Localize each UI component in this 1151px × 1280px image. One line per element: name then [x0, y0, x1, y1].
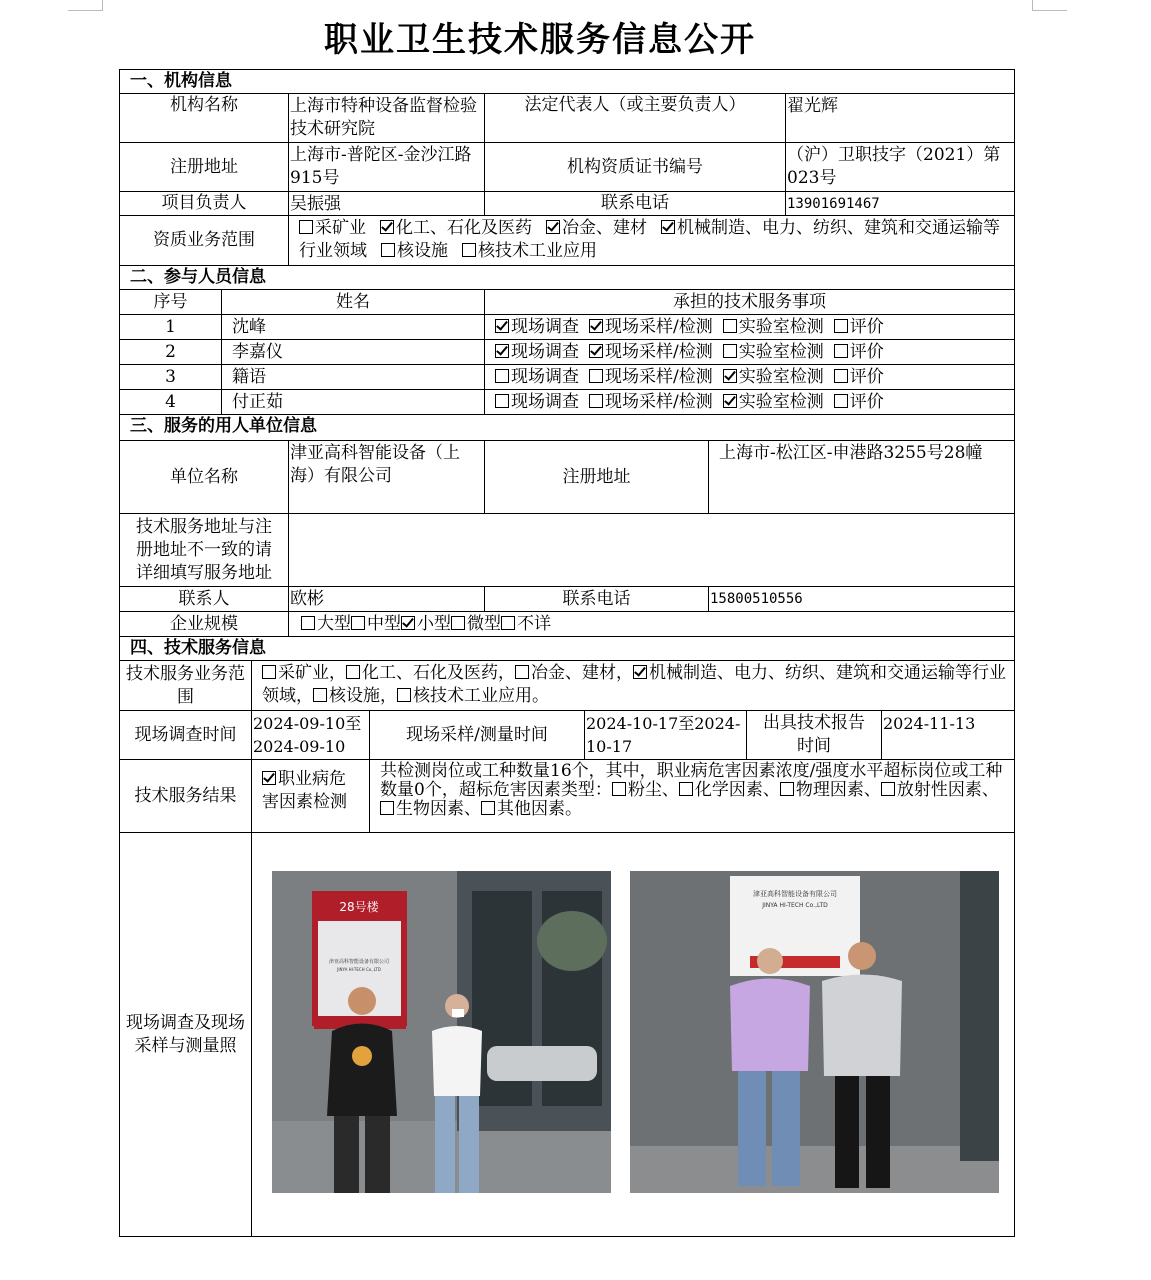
sampling-time: 2024-10-17至2024-10-17 — [584, 710, 747, 760]
hazard-option — [380, 799, 481, 819]
person-tasks — [484, 389, 1015, 415]
hazard-option-label: 其他因素。 — [497, 799, 582, 819]
service-addr — [288, 513, 1015, 587]
service-scope-checkbox[interactable] — [633, 665, 647, 679]
hazard-checkbox[interactable] — [881, 782, 895, 796]
qual-scope-option-label: 核设施 — [397, 241, 448, 261]
org-name: 上海市特种设备监督检验技术研究院 — [288, 93, 485, 143]
size-option — [351, 614, 401, 634]
task-checkbox[interactable] — [589, 394, 603, 408]
person-no: 4 — [119, 389, 222, 415]
size-checkbox[interactable] — [401, 616, 415, 630]
hazard-checkbox[interactable] — [612, 782, 626, 796]
size-label: 企业规模 — [119, 611, 289, 637]
task-label: 实验室检测 — [738, 367, 824, 387]
task-checkbox[interactable] — [495, 319, 509, 333]
task-label: 现场调查 — [511, 342, 579, 362]
task-checkbox[interactable] — [589, 319, 603, 333]
qual-scope-option — [462, 241, 597, 261]
contact-label: 联系人 — [119, 586, 289, 612]
task-label: 现场调查 — [511, 367, 579, 387]
person-name: 籍语 — [221, 364, 485, 390]
person-no: 1 — [119, 314, 222, 340]
size-option-label: 不详 — [517, 614, 551, 634]
person-name: 沈峰 — [221, 314, 485, 340]
hazard-checkbox[interactable] — [380, 801, 394, 815]
service-scope-option — [346, 663, 515, 683]
task-checkbox[interactable] — [723, 369, 737, 383]
hazard-option — [780, 780, 881, 800]
service-addr-label: 技术服务地址与注册地址不一致的请详细填写服务地址 — [119, 513, 289, 587]
task-option — [589, 392, 713, 412]
qual-scope-options — [288, 215, 1015, 266]
size-checkbox[interactable] — [301, 616, 315, 630]
service-scope-option-label: 化工、石化及医药， — [362, 663, 515, 683]
hazard-option-label: 放射性因素、 — [896, 780, 999, 800]
legal-rep: 翟光辉 — [785, 93, 1015, 143]
project-manager: 吴振强 — [288, 191, 485, 216]
org-phone: 13901691467 — [785, 191, 1015, 216]
task-checkbox[interactable] — [495, 394, 509, 408]
qual-scope-checkbox[interactable] — [381, 243, 395, 257]
task-label: 实验室检测 — [738, 317, 824, 337]
survey-time-label: 现场调查时间 — [119, 710, 252, 760]
task-checkbox[interactable] — [834, 369, 848, 383]
unit-phone-label: 联系电话 — [484, 586, 709, 612]
reg-addr: 上海市-普陀区-金沙江路915号 — [288, 142, 485, 192]
section-header-org: 一、机构信息 — [119, 69, 1015, 94]
section-header-people: 二、参与人员信息 — [119, 265, 1015, 290]
size-option — [501, 614, 551, 634]
service-scope-checkbox[interactable] — [397, 688, 411, 702]
task-checkbox[interactable] — [834, 319, 848, 333]
task-label: 现场采样/检测 — [605, 317, 713, 337]
hazard-option — [612, 780, 679, 800]
service-scope-option-label: 采矿业， — [278, 663, 346, 683]
task-option — [834, 342, 884, 362]
col-header-no: 序号 — [119, 289, 222, 315]
task-label: 现场采样/检测 — [605, 342, 713, 362]
hazard-checkbox[interactable] — [679, 782, 693, 796]
photo-1-company-cn: 津亚高科智能设备有限公司 — [328, 959, 390, 965]
person-no: 3 — [119, 364, 222, 390]
project-manager-label: 项目负责人 — [119, 191, 289, 216]
task-label: 评价 — [849, 367, 884, 387]
col-header-name: 姓名 — [221, 289, 485, 315]
qual-scope-option — [380, 218, 532, 238]
hazard-checkbox[interactable] — [481, 801, 495, 815]
cert-no: （沪）卫职技字（2021）第023号 — [785, 142, 1015, 192]
legal-rep-label: 法定代表人（或主要负责人） — [484, 93, 786, 143]
qual-scope-option-label: 冶金、建材 — [562, 218, 647, 238]
service-scope-options — [251, 660, 1015, 711]
task-checkbox[interactable] — [834, 394, 848, 408]
reg-addr-label: 注册地址 — [119, 142, 289, 192]
section-header-service: 四、技术服务信息 — [119, 636, 1015, 661]
sampling-time-label: 现场采样/测量时间 — [369, 710, 585, 760]
task-checkbox[interactable] — [723, 344, 737, 358]
task-checkbox[interactable] — [723, 394, 737, 408]
service-scope-label: 技术服务业务范围 — [119, 660, 252, 711]
photo-area — [251, 832, 1015, 1237]
qual-scope-option-label: 机械制造、电力、纺织、建筑和交通运输等行业领域 — [299, 218, 1000, 261]
qual-scope-label: 资质业务范围 — [119, 215, 289, 266]
size-checkbox[interactable] — [451, 616, 465, 630]
unit-reg-addr: 上海市-松江区-申港路3255号28幢 — [708, 440, 1015, 514]
person-tasks — [484, 364, 1015, 390]
task-checkbox[interactable] — [495, 344, 509, 358]
task-option — [495, 367, 579, 387]
task-option — [834, 317, 884, 337]
task-label: 评价 — [849, 392, 884, 412]
section-header-employer: 三、服务的用人单位信息 — [119, 414, 1015, 441]
unit-name: 津亚高科智能设备（上海）有限公司 — [288, 440, 485, 514]
qual-scope-option — [299, 218, 366, 238]
qual-scope-checkbox[interactable] — [546, 220, 560, 234]
hazard-option — [679, 780, 780, 800]
size-option-label: 中型 — [367, 614, 401, 634]
hazard-checkbox[interactable] — [780, 782, 794, 796]
size-option-label: 大型 — [317, 614, 351, 634]
result-check — [251, 759, 370, 833]
task-label: 现场采样/检测 — [605, 392, 713, 412]
task-option — [589, 342, 713, 362]
task-option — [834, 392, 884, 412]
corner-mark — [68, 0, 103, 11]
unit-reg-addr-label: 注册地址 — [484, 440, 709, 514]
size-option — [401, 614, 451, 634]
task-checkbox[interactable] — [589, 344, 603, 358]
task-option — [495, 392, 579, 412]
person-name: 付正茹 — [221, 389, 485, 415]
task-label: 现场调查 — [511, 317, 579, 337]
page-title: 职业卫生技术服务信息公开 — [324, 20, 756, 60]
task-checkbox[interactable] — [589, 369, 603, 383]
qual-scope-option-label: 化工、石化及医药 — [396, 218, 532, 238]
hazard-option-label: 粉尘、 — [627, 780, 679, 800]
service-scope-option-label: 机械制造、电力、纺织、建筑和交通运输等行业领域， — [262, 663, 1006, 706]
size-checkbox[interactable] — [351, 616, 365, 630]
task-option — [723, 392, 824, 412]
task-label: 现场调查 — [511, 392, 579, 412]
result-summary: 共检测岗位或工种数量16个，其中，职业病危害因素浓度/强度水平超标岗位或工种数量0个，超标危害因素类型： — [380, 761, 1003, 800]
survey-time: 2024-09-10至2024-09-10 — [251, 710, 370, 760]
service-scope-option-label: 核设施， — [329, 686, 397, 706]
site-photo-2 — [630, 871, 999, 1193]
person-tasks — [484, 314, 1015, 340]
size-option-label: 小型 — [417, 614, 451, 634]
photo-2-company-cn: 津亚高科智能设备有限公司 — [753, 890, 837, 898]
service-scope-checkbox[interactable] — [262, 665, 276, 679]
task-label: 评价 — [849, 317, 884, 337]
qual-scope-checkbox[interactable] — [661, 220, 675, 234]
size-options — [288, 611, 1015, 637]
qual-scope-option-label: 核技术工业应用 — [478, 241, 597, 261]
task-label: 评价 — [849, 342, 884, 362]
task-label: 现场采样/检测 — [605, 367, 713, 387]
qual-scope-option — [546, 218, 647, 238]
task-checkbox[interactable] — [723, 319, 737, 333]
result-checkbox[interactable] — [262, 771, 276, 785]
qual-scope-checkbox[interactable] — [299, 220, 313, 234]
service-scope-option — [397, 686, 549, 706]
hazard-option-label: 生物因素、 — [396, 799, 481, 819]
task-label: 实验室检测 — [738, 342, 824, 362]
task-label: 实验室检测 — [738, 392, 824, 412]
col-header-tasks: 承担的技术服务事项 — [484, 289, 1015, 315]
task-option — [723, 317, 824, 337]
site-photo-1 — [272, 871, 611, 1193]
task-option — [589, 317, 713, 337]
service-scope-option — [515, 663, 633, 683]
service-scope-checkbox[interactable] — [313, 688, 327, 702]
task-option — [495, 317, 579, 337]
service-scope-option-label: 核技术工业应用。 — [413, 686, 549, 706]
hazard-option — [881, 780, 999, 800]
task-checkbox[interactable] — [834, 344, 848, 358]
org-name-label: 机构名称 — [119, 93, 289, 143]
qual-scope-option — [381, 241, 448, 261]
result-check-text: 职业病危害因素检测 — [262, 769, 347, 812]
size-option — [451, 614, 501, 634]
contact: 欧彬 — [288, 586, 485, 612]
service-scope-option-label: 冶金、建材， — [531, 663, 633, 683]
unit-phone: 15800510556 — [708, 586, 1015, 612]
qual-scope-checkbox[interactable] — [462, 243, 476, 257]
person-name: 李嘉仪 — [221, 339, 485, 365]
service-scope-checkbox[interactable] — [515, 665, 529, 679]
task-option — [495, 342, 579, 362]
hazard-option-label: 化学因素、 — [694, 780, 780, 800]
task-option — [834, 367, 884, 387]
hazard-option — [481, 799, 582, 819]
corner-mark — [1032, 0, 1067, 11]
photo-2-company-en: JINYA HI-TECH Co.,LTD — [762, 902, 828, 909]
service-scope-option — [262, 663, 346, 683]
report-time-label: 出具技术报告时间 — [746, 710, 882, 760]
task-option — [723, 342, 824, 362]
photo-1-sign: 28号楼 — [339, 900, 379, 914]
photo-1-scene — [272, 871, 611, 1193]
qual-scope-checkbox[interactable] — [380, 220, 394, 234]
result-text — [369, 759, 1015, 833]
photo-label: 现场调查及现场采样与测量照 — [119, 832, 252, 1237]
service-scope-checkbox[interactable] — [346, 665, 360, 679]
cert-no-label: 机构资质证书编号 — [484, 142, 786, 192]
qual-scope-option-label: 采矿业 — [315, 218, 366, 238]
size-option-label: 微型 — [467, 614, 501, 634]
person-tasks — [484, 339, 1015, 365]
size-checkbox[interactable] — [501, 616, 515, 630]
report-time: 2024-11-13 — [881, 710, 1015, 760]
hazard-option-label: 物理因素、 — [795, 780, 881, 800]
size-option — [301, 614, 351, 634]
service-scope-option — [313, 686, 397, 706]
result-label: 技术服务结果 — [119, 759, 252, 833]
person-no: 2 — [119, 339, 222, 365]
task-option — [723, 367, 824, 387]
task-checkbox[interactable] — [495, 369, 509, 383]
unit-name-label: 单位名称 — [119, 440, 289, 514]
photo-1-company-en: JINYA HI-TECH Co.,LTD — [337, 967, 381, 972]
photo-2-scene — [630, 871, 999, 1193]
org-phone-label: 联系电话 — [484, 191, 786, 216]
task-option — [589, 367, 713, 387]
